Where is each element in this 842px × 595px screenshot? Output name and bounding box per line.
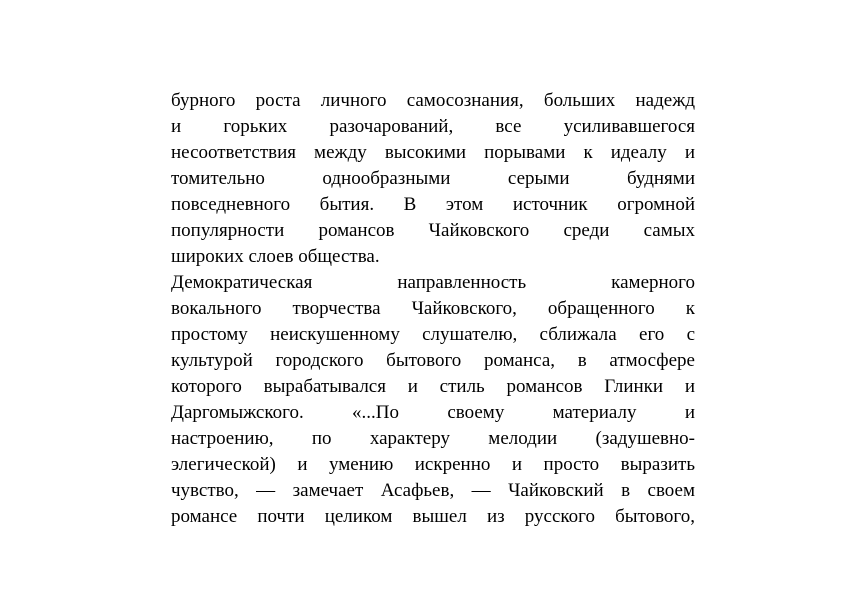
text-line: вокального творчества Чайковского, обращенного к (171, 298, 695, 319)
text-line: Даргомыжского. «...По своему материалу и (171, 402, 695, 423)
text-line: чувство, — замечает Асафьев, — Чайковский в своем (171, 480, 695, 501)
text-line: повседневного бытия. В этом источник огромной (171, 194, 695, 215)
text-line: культурой городского бытового романса, в атмосфере (171, 350, 695, 371)
body-text (171, 88, 695, 530)
text-line: бурного роста личного самосознания, больших надежд (171, 90, 695, 111)
text-line: томительно однообразными серыми буднями (171, 168, 695, 189)
text-line: и горьких разочарований, все усиливавшегося (171, 116, 695, 137)
text-line: Демократическая направленность камерного (171, 272, 695, 293)
paragraph-2 (171, 270, 695, 530)
text-line: романсе почти целиком вышел из русского бытового, (171, 506, 695, 527)
text-line: которого вырабатывался и стиль романсов Глинки и (171, 376, 695, 397)
paragraph-1 (171, 88, 695, 270)
text-line: широких слоев общества. (171, 246, 380, 267)
text-line: несоответствия между высокими порывами к идеалу и (171, 142, 695, 163)
text-line: простому неискушенному слушателю, сближала его с (171, 324, 695, 345)
text-line: настроению, по характеру мелодии (задушевно- (171, 428, 695, 449)
text-line: популярности романсов Чайковского среди самых (171, 220, 695, 241)
text-line: элегической) и умению искренно и просто выразить (171, 454, 695, 475)
